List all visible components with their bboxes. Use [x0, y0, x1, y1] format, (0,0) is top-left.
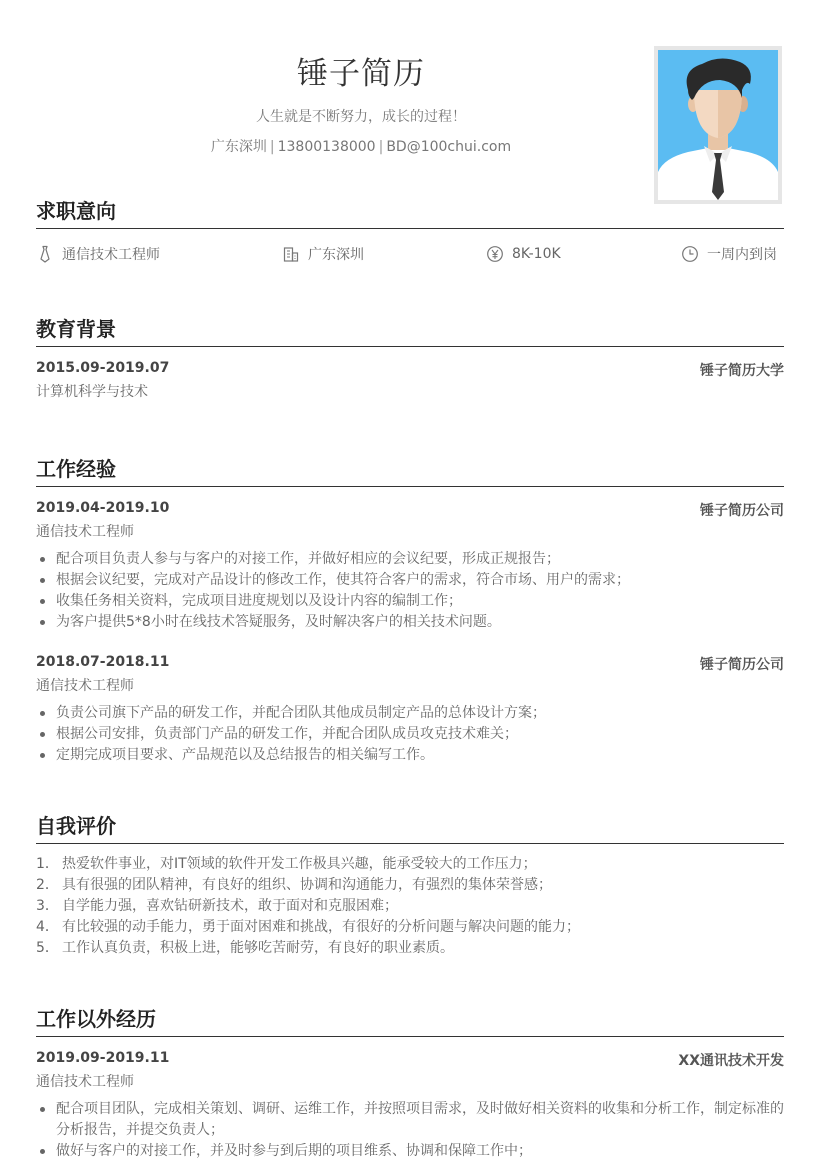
section-divider — [36, 486, 784, 487]
intent-salary — [486, 244, 561, 264]
list-item: 根据会议纪要，完成对产品设计的修改工作，使其符合客户的需求，符合市场、用户的需求； — [36, 570, 784, 591]
section-divider — [36, 228, 784, 229]
work-company: 锤子简历公司 — [700, 657, 784, 673]
intent-availability-text: 一周内到岗 — [707, 247, 777, 263]
list-item: 做好与客户的对接工作，并及时参与到后期的项目维系、协调和保障工作中； — [36, 1141, 784, 1162]
yen-icon — [486, 245, 504, 263]
intent-position-text: 通信技术工程师 — [62, 247, 160, 263]
work-title: 通信技术工程师 — [36, 678, 134, 694]
contact-line — [0, 136, 722, 156]
tie-icon — [36, 245, 54, 263]
intent-city-text: 广东深圳 — [308, 247, 364, 263]
intent-position — [36, 244, 160, 264]
section-divider — [36, 843, 784, 844]
section-divider — [36, 346, 784, 347]
list-item: 2． 具有很强的团队精神，有良好的组织、协调和沟通能力，有强烈的集体荣誉感； — [36, 877, 552, 893]
work-duties — [36, 549, 784, 633]
self-evaluation-list — [36, 854, 784, 959]
section-title-extra: 工作以外经历 — [36, 1007, 156, 1031]
list-item: 负责公司旗下产品的研发工作，并配合团队其他成员制定产品的总体设计方案； — [36, 703, 784, 724]
building-icon — [282, 245, 300, 263]
contact-email: BD@100chui.com — [386, 139, 512, 155]
resume-name: 锤子简历 — [297, 56, 425, 92]
list-item: 3． 自学能力强，喜欢钻研新技术，敢于面对和克服困难； — [36, 898, 398, 914]
list-item: 5． 工作认真负责，积极上进，能够吃苦耐劳，有良好的职业素质。 — [36, 940, 454, 956]
contact-separator: | — [269, 139, 275, 155]
work-company: 锤子简历公司 — [700, 503, 784, 519]
list-item: 收集任务相关资料，完成项目进度规划以及设计内容的编制工作； — [36, 591, 784, 612]
contact-phone: 13800138000 — [277, 139, 376, 155]
extra-period: 2019.09-2019.11 — [36, 1050, 170, 1066]
intent-salary-text: 8K-10K — [512, 246, 561, 262]
intent-city — [282, 244, 364, 264]
list-item: 1． 热爱软件事业，对IT领域的软件开发工作极具兴趣，能承受较大的工作压力； — [36, 856, 537, 872]
work-period: 2018.07-2018.11 — [36, 654, 170, 670]
extra-duties — [36, 1099, 784, 1162]
motto: 人生就是不断努力，成长的过程！ — [256, 109, 466, 125]
avatar-illustration — [658, 50, 778, 200]
intent-availability — [681, 244, 777, 264]
section-divider — [36, 1036, 784, 1037]
list-item: 为客户提供5*8小时在线技术答疑服务，及时解决客户的相关技术问题。 — [36, 612, 784, 633]
list-item: 根据公司安排，负责部门产品的研发工作，并配合团队成员攻克技术难关； — [36, 724, 784, 745]
education-major: 计算机科学与技术 — [36, 384, 148, 400]
section-title-education: 教育背景 — [36, 317, 116, 341]
list-item: 4． 有比较强的动手能力，勇于面对困难和挑战，有很好的分析问题与解决问题的能力； — [36, 919, 580, 935]
work-title: 通信技术工程师 — [36, 524, 134, 540]
extra-title: 通信技术工程师 — [36, 1074, 134, 1090]
contact-location: 广东深圳 — [210, 139, 267, 155]
education-period: 2015.09-2019.07 — [36, 360, 170, 376]
section-title-work: 工作经验 — [36, 457, 116, 481]
clock-icon — [681, 245, 699, 263]
list-item: 配合项目团队，完成相关策划、调研、运维工作，并按照项目需求，及时做好相关资料的收集和分析工作，制定标准的分析报告，并提交负责人； — [36, 1099, 784, 1141]
list-item: 定期完成项目要求、产品规范以及总结报告的相关编写工作。 — [36, 745, 784, 766]
list-item: 配合项目负责人参与与客户的对接工作，并做好相应的会议纪要，形成正规报告； — [36, 549, 784, 570]
work-duties — [36, 703, 784, 766]
profile-photo — [654, 46, 782, 204]
contact-separator: | — [378, 139, 384, 155]
extra-org: XX通讯技术开发 — [678, 1053, 784, 1069]
work-period: 2019.04-2019.10 — [36, 500, 170, 516]
education-school: 锤子简历大学 — [700, 363, 784, 379]
section-title-self: 自我评价 — [36, 814, 116, 838]
section-title-intent: 求职意向 — [36, 199, 116, 223]
